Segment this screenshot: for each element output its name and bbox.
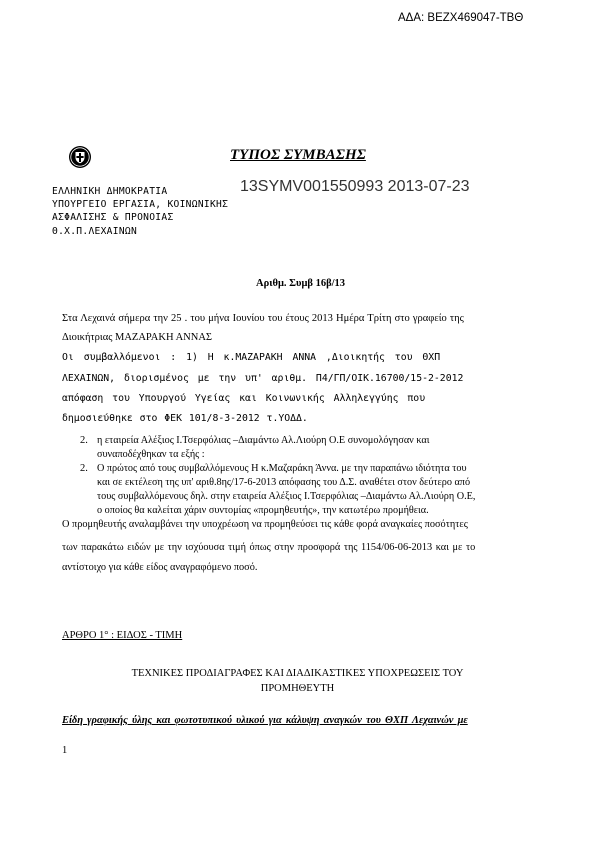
issuer-line: ΕΛΛΗΝΙΚΗ ΔΗΜΟΚΡΑΤΙΑ	[52, 186, 168, 197]
issuer-line: ΑΣΦΑΛΙΣΗΣ & ΠΡΟΝΟΙΑΣ	[52, 212, 174, 223]
spec-title: ΠΡΟΜΗΘΕΥΤΗ	[260, 683, 335, 694]
list-item-number: 2.	[80, 463, 88, 474]
issuer-line: Θ.Χ.Π.ΛΕΧΑΙΝΩΝ	[52, 226, 138, 237]
list-item-text: η εταιρεία Αλέξιος Ι.Τσερφόλιας –Διαμάντω Αλ.Λιούρη Ο.Ε συνομολόγησαν και	[97, 435, 430, 446]
spec-title: ΤΕΧΝΙΚΕΣ ΠΡΟΔΙΑΓΡΑΦΕΣ ΚΑΙ ΔΙΑΔΙΚΑΣΤΙΚΕΣ ΥΠΟΧΡΕΩΣΕΙΣ ΤΟΥ	[131, 668, 464, 679]
items-description: Είδη γραφικής ύλης και φωτοτυπικού υλικού για κάλυψη αναγκών του ΘΧΠ Λεχαινών με	[62, 715, 468, 726]
parties-line: Οι συμβαλλόμενοι : 1) Η κ.ΜΑΖΑΡΑΚΗ ΑΝΝΑ ,Διοικητής του ΘΧΠ	[62, 352, 441, 363]
greek-state-emblem-icon	[68, 145, 92, 169]
list-item-number: 2.	[80, 435, 88, 446]
ada-code: ΑΔΑ: ΒΕΖΧ469047-ΤΒΘ	[398, 12, 524, 24]
parties-line: δημοσιεύθηκε στο ΦΕΚ 101/8-3-2012 τ.ΥΟΔΔ.	[62, 413, 308, 424]
intro-line: Διοικήτριας ΜΑΖΑΡΑΚΗ ΑΝΝΑΣ	[62, 332, 213, 343]
supplier-obligation-line: των παρακάτω ειδών με την ισχύουσα τιμή όπως στην προσφορά της 1154/06-06-2013 και με το	[62, 542, 476, 553]
supplier-obligation-line: αντίστοιχο για κάθε είδος αναγραφόμενο ποσό.	[62, 562, 258, 573]
registration-code: 13SYMV001550993 2013-07-23	[240, 178, 470, 195]
list-item-text: και σε εκτέλεση της υπ' αριθ.8ης/17-6-2013 απόφασης του Δ.Σ. αναθέτει στον δεύτερο από	[97, 477, 471, 488]
issuer-line: ΥΠΟΥΡΓΕΙΟ ΕΡΓΑΣΙΑ, ΚΟΙΝΩΝΙΚΗΣ	[52, 199, 229, 210]
list-item-text: Ο πρώτος από τους συμβαλλόμενους Η κ.Μαζαράκη Άννα. με την παραπάνω ιδιότητα του	[97, 463, 467, 474]
contract-number: Αριθμ. Συμβ 16β/13	[256, 278, 346, 289]
parties-line: ΛΕΧΑΙΝΩΝ, διορισμένος με την υπ' αριθμ. Π4/ΓΠ/ΟΙΚ.16700/15-2-2012	[62, 373, 464, 384]
document-title: ΤΥΠΟΣ ΣΥΜΒΑΣΗΣ	[230, 147, 366, 163]
list-item-text: ο οποίος θα καλείται χάριν συντομίας «προμηθευτής», την κατωτέρω προμήθεια.	[97, 505, 429, 516]
supplier-obligation-line: Ο προμηθευτής αναλαμβάνει την υποχρέωση να προμηθεύσει τις κάθε φορά αναγκαίες ποσότητες	[62, 519, 468, 530]
parties-line: απόφαση του Υπουργού Υγείας και Κοινωνικής Αλληλεγγύης που	[62, 393, 426, 404]
intro-line: Στα Λεχαινά σήμερα την 25 . του μήνα Ιουνίου του έτους 2013 Ημέρα Τρίτη στο γραφείο της	[62, 313, 464, 324]
list-item-text: τους συμβαλλόμενους δηλ. στην εταιρεία Αλέξιος Ι.Τσερφόλιας –Διαμάντω Αλ.Λιούρη Ο.Ε,	[97, 491, 476, 502]
article-title: ΑΡΘΡΟ 1° : ΕΙΔΟΣ - ΤΙΜΗ	[62, 630, 183, 641]
page-number: 1	[62, 745, 68, 756]
list-item-text: συναποδέχθηκαν τα εξής :	[97, 449, 205, 460]
